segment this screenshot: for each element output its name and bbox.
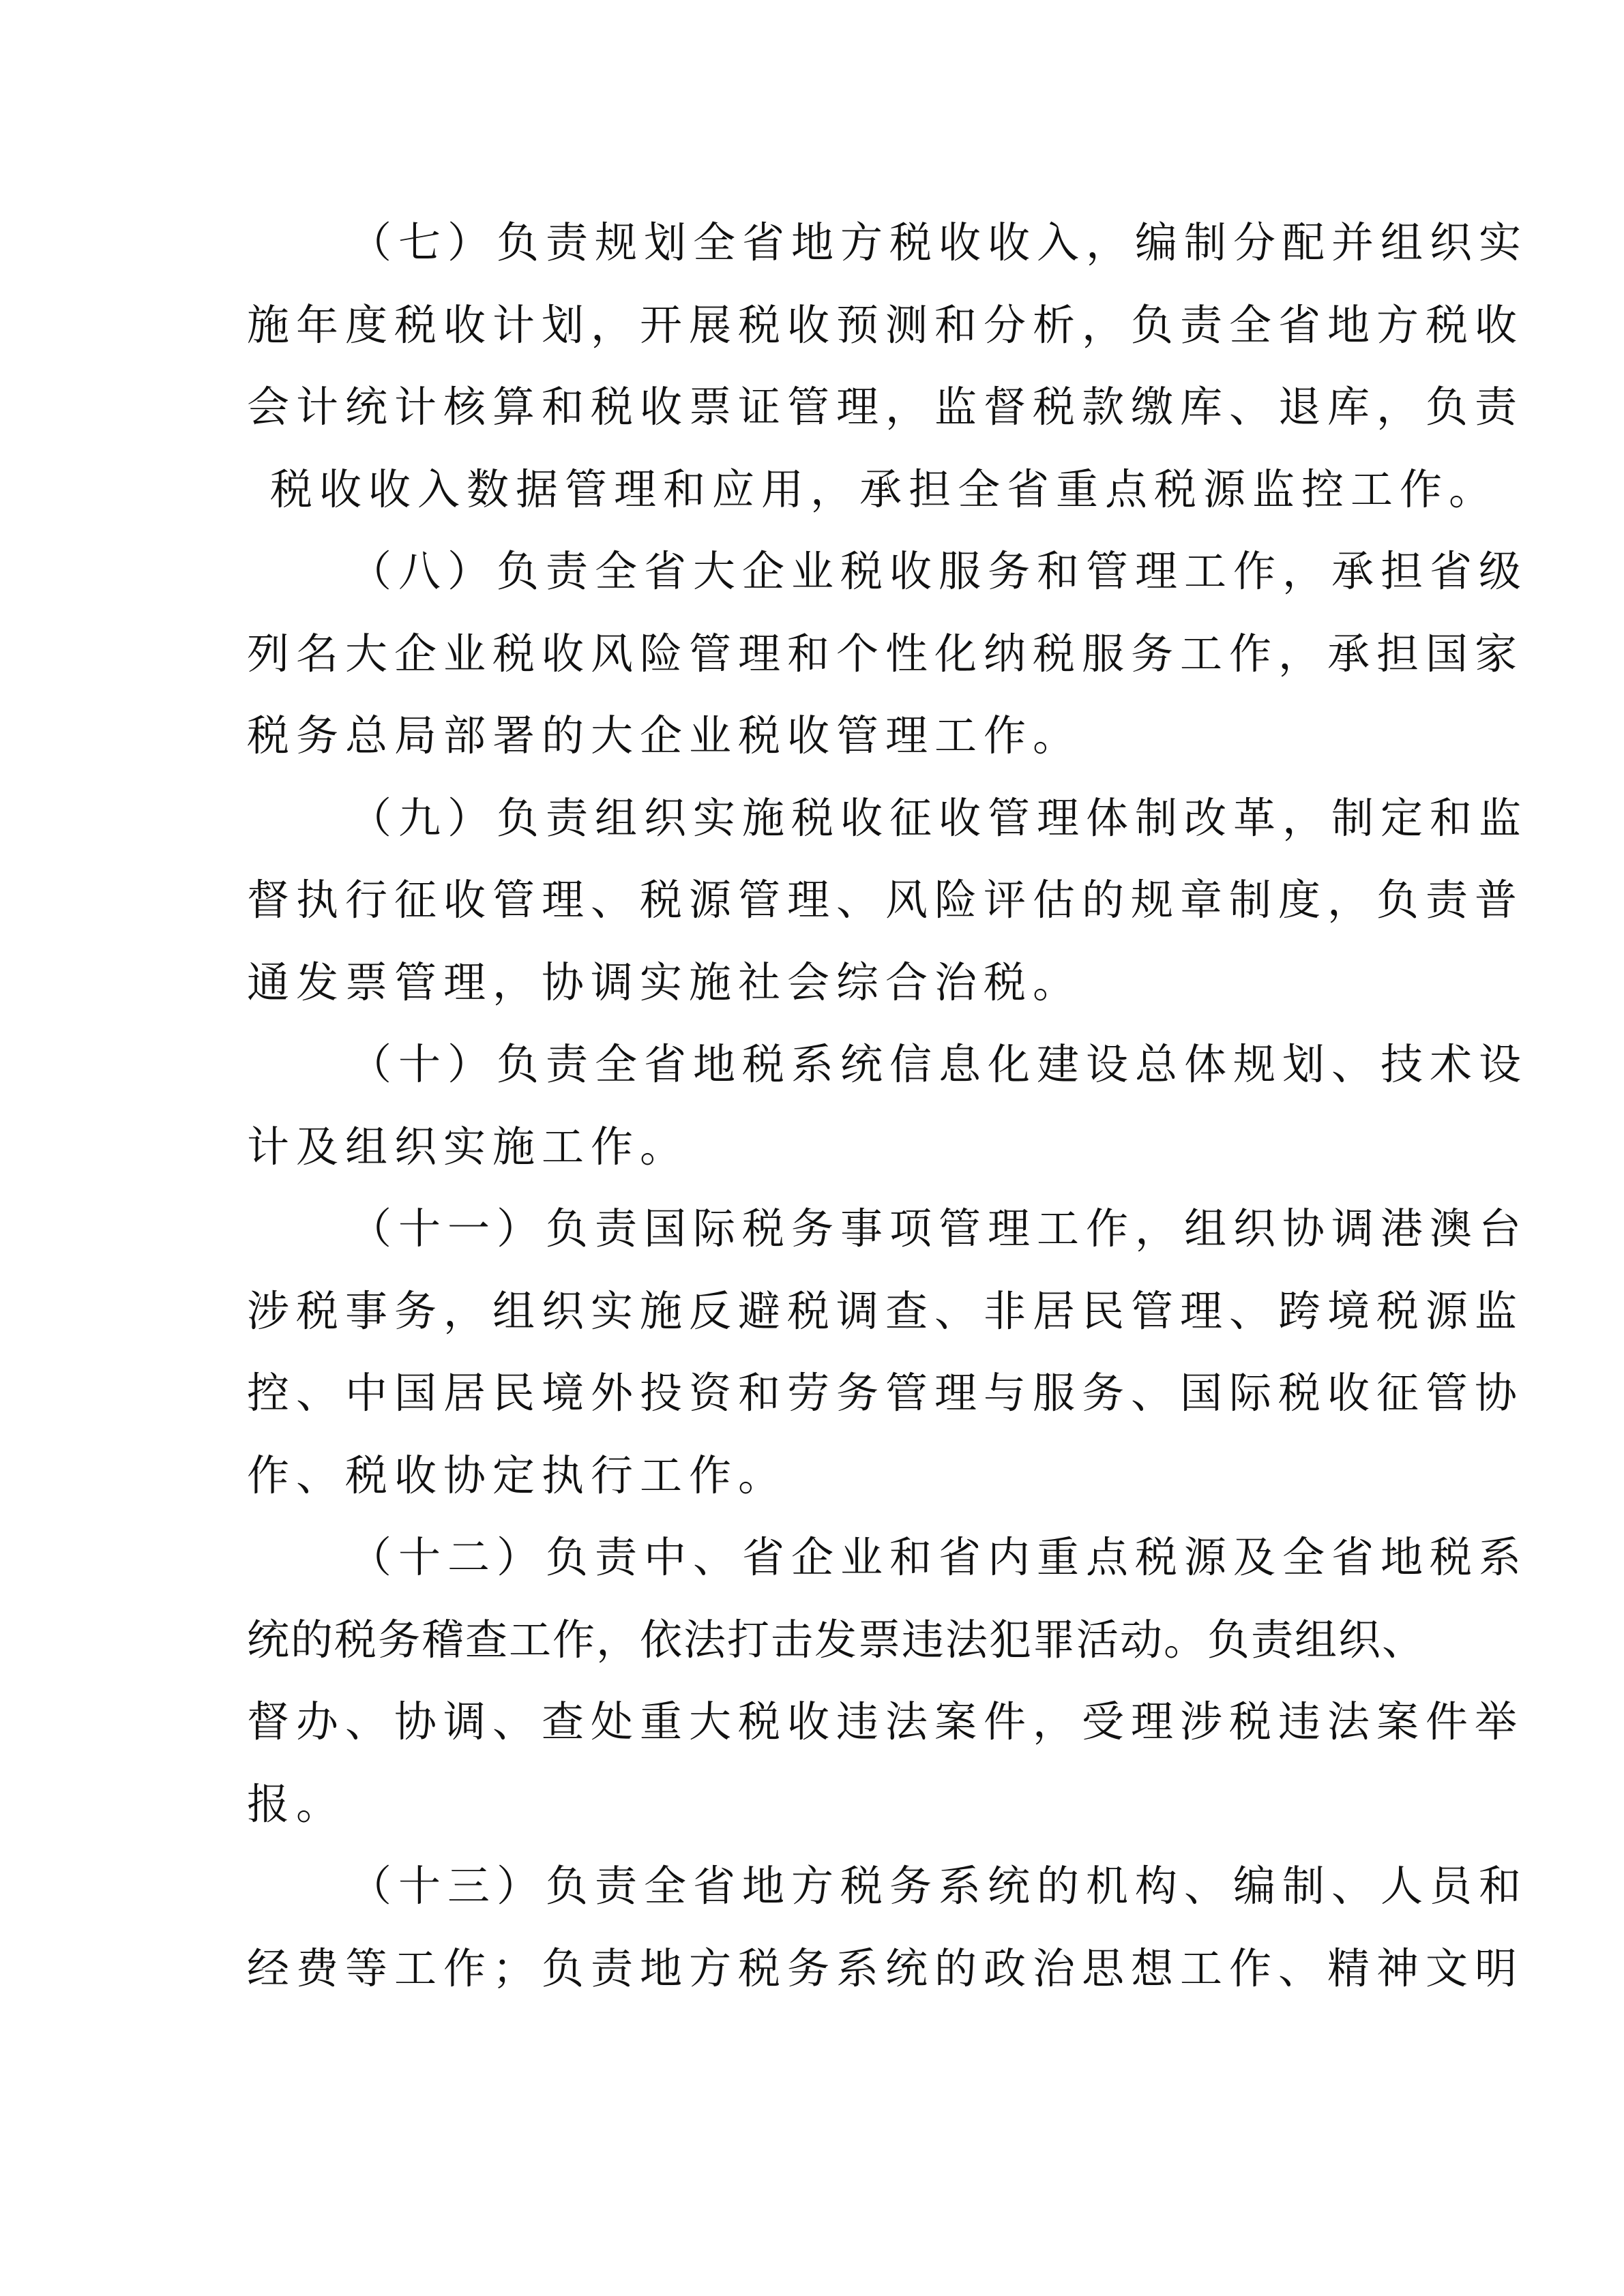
paragraph-7 xyxy=(247,202,1529,531)
document-body xyxy=(247,202,1529,2010)
text-line: 报。 xyxy=(247,1778,346,1829)
text-line: 会计统计核算和税收票证管理，监督税款缴库、退库，负责 xyxy=(247,382,1524,432)
text-line: （八）负责全省大企业税收服务和管理工作，承担省级 xyxy=(349,546,1529,596)
paragraph-8 xyxy=(247,531,1529,777)
text-line: （九）负责组织实施税收征收管理体制改革，制定和监 xyxy=(349,792,1529,843)
text-line: 作、税收协定执行工作。 xyxy=(247,1450,788,1500)
text-line: 控、中国居民境外投资和劳务管理与服务、国际税收征管协 xyxy=(247,1368,1524,1418)
text-line: （十一）负责国际税务事项管理工作，组织协调港澳台 xyxy=(349,1204,1529,1253)
text-line: 税收收入数据管理和应用，承担全省重点税源监控工作。 xyxy=(270,464,1498,514)
text-line: 督办、协调、查处重大税收违法案件，受理涉税违法案件举 xyxy=(247,1697,1524,1746)
text-line: 经费等工作；负责地方税务系统的政治思想工作、精神文明 xyxy=(247,1943,1524,1993)
text-line: 税务总局部署的大企业税收管理工作。 xyxy=(247,711,1082,760)
text-line: 涉税事务，组织实施反避税调查、非居民管理、跨境税源监 xyxy=(247,1285,1524,1336)
text-line: 通发票管理，协调实施社会综合治税。 xyxy=(247,957,1082,1007)
text-line: （十三）负责全省地方税务系统的机构、编制、人员和 xyxy=(349,1861,1529,1911)
text-line: 施年度税收计划，开展税收预测和分析，负责全省地方税收 xyxy=(247,299,1524,350)
text-line: 统的税务稽查工作，依法打击发票违法犯罪活动。负责组织、 xyxy=(247,1614,1426,1665)
text-line: 列名大企业税收风险管理和个性化纳税服务工作，承担国家 xyxy=(247,628,1524,679)
text-line: 计及组织实施工作。 xyxy=(247,1121,690,1172)
paragraph-11 xyxy=(247,1188,1529,1517)
paragraph-12 xyxy=(247,1517,1529,1845)
paragraph-9 xyxy=(247,777,1529,1024)
text-line: （十）负责全省地税系统信息化建设总体规划、技术设 xyxy=(349,1039,1529,1089)
text-line: （七）负责规划全省地方税收收入，编制分配并组织实 xyxy=(349,218,1529,267)
paragraph-10 xyxy=(247,1024,1529,1188)
text-line: （十二）负责中、省企业和省内重点税源及全省地税系 xyxy=(349,1532,1529,1582)
paragraph-13 xyxy=(247,1845,1529,2010)
text-line: 督执行征收管理、税源管理、风险评估的规章制度，负责普 xyxy=(247,875,1524,925)
